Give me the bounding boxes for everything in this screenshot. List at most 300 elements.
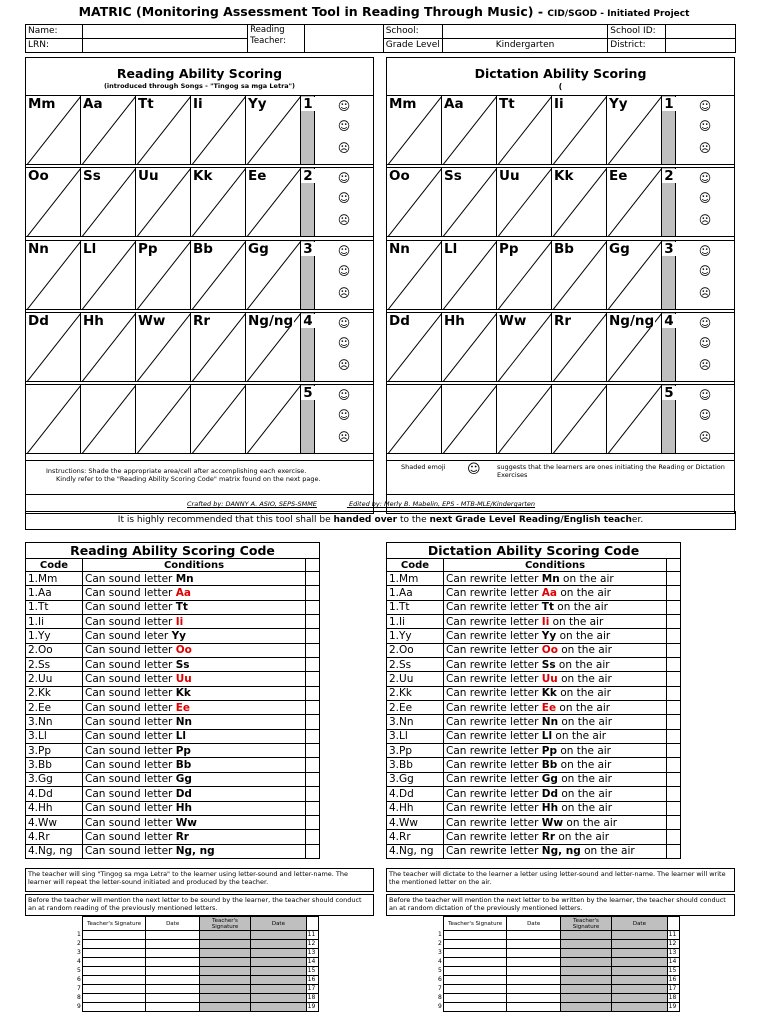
- condition-cell: [83, 758, 306, 772]
- date-field-shaded[interactable]: [612, 976, 667, 985]
- condition-checkbox[interactable]: [667, 729, 681, 743]
- signature-field-shaded[interactable]: [560, 985, 611, 994]
- cell-letter: Oo: [28, 168, 49, 184]
- condition-cell: [444, 643, 667, 657]
- dictation-cell[interactable]: [607, 96, 662, 164]
- signature-field-shaded[interactable]: [199, 949, 250, 958]
- signature-row: [72, 940, 319, 949]
- signature-field-shaded[interactable]: [199, 994, 250, 1003]
- condition-checkbox[interactable]: [667, 672, 681, 686]
- reading-cell[interactable]: [246, 168, 301, 236]
- condition-cell: [83, 701, 306, 715]
- signature-field[interactable]: [82, 976, 146, 985]
- signature-field[interactable]: [443, 931, 507, 940]
- condition-checkbox[interactable]: [667, 572, 681, 586]
- reading-shaded-column: [301, 241, 315, 309]
- condition-checkbox[interactable]: [306, 629, 320, 643]
- dictation-cell[interactable]: [442, 168, 497, 236]
- condition-checkbox[interactable]: [306, 586, 320, 600]
- condition-suffix: on the air: [558, 716, 613, 729]
- cell-letter: Pp: [499, 241, 519, 257]
- smiley-wink-icon[interactable]: ☺: [337, 316, 351, 330]
- date-field[interactable]: [507, 958, 560, 967]
- dictation-cell[interactable]: [607, 313, 662, 381]
- condition-cell: [444, 801, 667, 815]
- dictation-signature-table: [433, 916, 680, 1012]
- date-field-shaded[interactable]: [251, 940, 306, 949]
- district-field[interactable]: [666, 39, 736, 53]
- cell-letter: Rr: [554, 313, 572, 329]
- dictation-cell[interactable]: [442, 241, 497, 309]
- signature-field[interactable]: [82, 994, 146, 1003]
- signature-field[interactable]: [443, 985, 507, 994]
- smiley-icon[interactable]: ☺: [698, 336, 712, 350]
- date-field[interactable]: [146, 976, 199, 985]
- reading-cell[interactable]: [246, 241, 301, 309]
- signature-field[interactable]: [82, 985, 146, 994]
- condition-cell: [444, 658, 667, 672]
- code-cell: 2.Ee: [387, 701, 444, 715]
- date-field-shaded[interactable]: [251, 1003, 306, 1012]
- signature-row-number: 16: [667, 976, 679, 985]
- date-field-shaded[interactable]: [612, 994, 667, 1003]
- reading-cell[interactable]: [136, 168, 191, 236]
- condition-checkbox[interactable]: [667, 629, 681, 643]
- signature-field[interactable]: [82, 967, 146, 976]
- condition-letter: Ww: [541, 816, 564, 829]
- condition-checkbox[interactable]: [667, 643, 681, 657]
- condition-checkbox[interactable]: [306, 600, 320, 614]
- reading-cell[interactable]: [246, 385, 301, 453]
- code-cell: 4.Dd: [26, 787, 83, 801]
- row-number: 3: [301, 242, 315, 256]
- signature-field[interactable]: [443, 976, 507, 985]
- date-field[interactable]: [146, 958, 199, 967]
- signature-row-number: 17: [667, 985, 679, 994]
- reading-cell[interactable]: [26, 241, 81, 309]
- reading-cell[interactable]: [136, 385, 191, 453]
- condition-text: Can sound letter: [85, 816, 176, 829]
- table-row: [26, 672, 320, 686]
- smiley-wink-icon[interactable]: ☺: [698, 316, 712, 330]
- cell-letter: Bb: [193, 241, 213, 257]
- condition-checkbox[interactable]: [306, 830, 320, 844]
- smiley-icon[interactable]: ☺: [337, 119, 351, 133]
- condition-checkbox[interactable]: [306, 729, 320, 743]
- condition-letter: Ii: [175, 615, 184, 628]
- reading-cell[interactable]: [191, 385, 246, 453]
- condition-text: Can rewrite letter: [446, 802, 542, 815]
- condition-checkbox[interactable]: [306, 615, 320, 629]
- signature-field-shaded[interactable]: [560, 940, 611, 949]
- signature-row: [433, 1003, 680, 1012]
- date-field[interactable]: [146, 949, 199, 958]
- date-field[interactable]: [507, 1003, 560, 1012]
- condition-checkbox[interactable]: [306, 658, 320, 672]
- reading-cell[interactable]: [136, 313, 191, 381]
- condition-letter: Ww: [175, 816, 197, 829]
- smiley-wink-icon[interactable]: ☺: [337, 244, 351, 258]
- condition-checkbox[interactable]: [667, 844, 681, 858]
- dictation-cell[interactable]: [387, 96, 442, 164]
- reading-cell[interactable]: [81, 385, 136, 453]
- signature-field-shaded[interactable]: [199, 958, 250, 967]
- cell-letter: Ww: [138, 313, 166, 329]
- condition-letter: Pp: [541, 744, 557, 757]
- code-cell: 4.Rr: [387, 830, 444, 844]
- cell-letter: Ng/ng: [248, 313, 294, 329]
- dictation-cell[interactable]: [442, 96, 497, 164]
- signature-field-shaded[interactable]: [560, 967, 611, 976]
- condition-letter: Ss: [175, 658, 190, 671]
- condition-letter: Ng, ng: [541, 845, 581, 858]
- reading-shaded-column: [301, 313, 315, 381]
- smiley-wink-icon[interactable]: ☺: [698, 388, 712, 402]
- condition-letter: Ll: [541, 730, 553, 743]
- signature-field[interactable]: [82, 949, 146, 958]
- condition-checkbox[interactable]: [306, 672, 320, 686]
- smiley-icon[interactable]: ☺: [337, 336, 351, 350]
- smiley-wink-icon[interactable]: ☺: [698, 99, 712, 113]
- reading-cell[interactable]: [246, 96, 301, 164]
- date-field[interactable]: [146, 940, 199, 949]
- signature-field[interactable]: [82, 940, 146, 949]
- reading-cell[interactable]: [81, 96, 136, 164]
- condition-checkbox[interactable]: [667, 658, 681, 672]
- reading-cell[interactable]: [26, 168, 81, 236]
- smiley-icon[interactable]: ☺: [698, 191, 712, 205]
- reading-cell[interactable]: [26, 313, 81, 381]
- reading-cell[interactable]: [191, 241, 246, 309]
- code-cell: 2.Ss: [387, 658, 444, 672]
- dictation-cell[interactable]: [552, 168, 607, 236]
- condition-checkbox[interactable]: [667, 701, 681, 715]
- condition-checkbox[interactable]: [667, 801, 681, 815]
- date-field-shaded[interactable]: [612, 958, 667, 967]
- date-field-shaded[interactable]: [251, 949, 306, 958]
- condition-checkbox[interactable]: [306, 787, 320, 801]
- signature-row-number: 11: [667, 931, 679, 940]
- cell-letter: Gg: [248, 241, 269, 257]
- condition-checkbox[interactable]: [667, 586, 681, 600]
- reading-cell[interactable]: [81, 241, 136, 309]
- table-row: [26, 658, 320, 672]
- signature-row-number: 4: [437, 958, 442, 965]
- date-field[interactable]: [507, 931, 560, 940]
- smiley-icon[interactable]: ☺: [698, 408, 712, 422]
- smiley-icon[interactable]: ☺: [337, 264, 351, 278]
- code-cell: 2.Kk: [387, 686, 444, 700]
- signature-field-shaded[interactable]: [560, 949, 611, 958]
- date-field-shaded[interactable]: [251, 994, 306, 1003]
- dictation-cell[interactable]: [497, 385, 552, 453]
- date-field[interactable]: [507, 994, 560, 1003]
- dictation-cell[interactable]: [497, 168, 552, 236]
- signature-field[interactable]: [82, 958, 146, 967]
- signature-field-shaded[interactable]: [560, 976, 611, 985]
- reading-panel-subtitle: (introduced through Songs - "Tingog sa mga Letra"): [103, 82, 296, 90]
- sad-face-icon[interactable]: ☹: [337, 286, 351, 300]
- dictation-cell[interactable]: [387, 385, 442, 453]
- table-row: [387, 787, 681, 801]
- date-field-shaded[interactable]: [612, 1003, 667, 1012]
- date-field[interactable]: [146, 1003, 199, 1012]
- reading-cell[interactable]: [81, 168, 136, 236]
- condition-letter: Aa: [541, 587, 557, 600]
- dictation-cell[interactable]: [607, 168, 662, 236]
- cell-letter: Uu: [499, 168, 520, 184]
- date-field[interactable]: [507, 976, 560, 985]
- date-field-shaded[interactable]: [251, 985, 306, 994]
- sad-face-icon[interactable]: ☹: [337, 358, 351, 372]
- signature-field-shaded[interactable]: [560, 1003, 611, 1012]
- condition-checkbox[interactable]: [667, 758, 681, 772]
- table-row: [387, 672, 681, 686]
- condition-text: Can rewrite letter: [446, 744, 542, 757]
- reading-cell[interactable]: [26, 385, 81, 453]
- signature-field-shaded[interactable]: [199, 985, 250, 994]
- condition-text: Can rewrite letter: [446, 644, 542, 657]
- reading-cell[interactable]: [136, 96, 191, 164]
- reading-cell[interactable]: [246, 313, 301, 381]
- condition-checkbox[interactable]: [306, 715, 320, 729]
- dictation-cell[interactable]: [442, 385, 497, 453]
- condition-cell: [444, 586, 667, 600]
- sad-face-icon[interactable]: ☹: [698, 141, 712, 155]
- date-field-shaded[interactable]: [251, 967, 306, 976]
- cell-letter: Gg: [609, 241, 630, 257]
- cell-diagonal-line: [442, 385, 497, 453]
- grade-level-field[interactable]: Kindergarten: [442, 39, 608, 53]
- signature-field-shaded[interactable]: [199, 1003, 250, 1012]
- reading-teacher-field[interactable]: [305, 25, 384, 53]
- signature-field[interactable]: [443, 1003, 507, 1012]
- condition-checkbox[interactable]: [306, 772, 320, 786]
- table-row: [387, 744, 681, 758]
- signature-field-shaded[interactable]: [560, 994, 611, 1003]
- condition-checkbox[interactable]: [667, 830, 681, 844]
- condition-checkbox[interactable]: [306, 844, 320, 858]
- condition-text: Can sound letter: [85, 759, 176, 772]
- dictation-cell[interactable]: [552, 96, 607, 164]
- table-row: [26, 701, 320, 715]
- dictation-cell[interactable]: [497, 313, 552, 381]
- date-field[interactable]: [507, 940, 560, 949]
- date-field-shaded[interactable]: [612, 931, 667, 940]
- dictation-shaded-column: [662, 385, 676, 453]
- signature-field[interactable]: [443, 994, 507, 1003]
- smiley-wink-icon[interactable]: ☺: [337, 388, 351, 402]
- date-field-shaded[interactable]: [251, 976, 306, 985]
- cell-letter: Oo: [389, 168, 410, 184]
- smiley-icon[interactable]: ☺: [337, 191, 351, 205]
- condition-checkbox[interactable]: [667, 772, 681, 786]
- reading-cell[interactable]: [191, 168, 246, 236]
- condition-checkbox[interactable]: [306, 801, 320, 815]
- signature-field-shaded[interactable]: [199, 967, 250, 976]
- dictation-cell[interactable]: [607, 385, 662, 453]
- date-field-shaded[interactable]: [612, 940, 667, 949]
- smiley-wink-icon[interactable]: ☺: [337, 99, 351, 113]
- signature-field[interactable]: [443, 949, 507, 958]
- signature-row-number: 1: [437, 931, 442, 938]
- dictation-cell[interactable]: [497, 96, 552, 164]
- signature-field-shaded[interactable]: [560, 958, 611, 967]
- code-cell: 3.Bb: [26, 758, 83, 772]
- dictation-cell[interactable]: [552, 313, 607, 381]
- signature-field-shaded[interactable]: [199, 931, 250, 940]
- lrn-field[interactable]: [82, 39, 247, 53]
- date-field[interactable]: [146, 994, 199, 1003]
- reading-cell[interactable]: [191, 96, 246, 164]
- date-field-shaded[interactable]: [251, 958, 306, 967]
- condition-suffix: on the air: [557, 673, 612, 686]
- signature-field[interactable]: [443, 967, 507, 976]
- signature-row-number: 1: [76, 931, 81, 938]
- condition-cell: [83, 686, 306, 700]
- dictation-date-header: Date: [507, 917, 560, 931]
- condition-letter: Ll: [175, 730, 186, 743]
- sad-face-icon[interactable]: ☹: [698, 358, 712, 372]
- cell-letter: Ll: [444, 241, 458, 257]
- condition-checkbox[interactable]: [667, 815, 681, 829]
- signature-field-shaded[interactable]: [199, 976, 250, 985]
- condition-text: Can sound letter: [85, 787, 176, 800]
- table-row: [26, 586, 320, 600]
- signature-field[interactable]: [443, 940, 507, 949]
- smiley-wink-icon[interactable]: ☺: [698, 171, 712, 185]
- condition-suffix: on the air: [555, 830, 610, 843]
- dictation-cell[interactable]: [607, 241, 662, 309]
- dictation-cell[interactable]: [497, 241, 552, 309]
- condition-letter: Aa: [175, 587, 191, 600]
- condition-checkbox[interactable]: [306, 815, 320, 829]
- signature-row: [433, 994, 680, 1003]
- code-cell: 3.Nn: [387, 715, 444, 729]
- condition-checkbox[interactable]: [667, 686, 681, 700]
- sad-face-icon[interactable]: ☹: [698, 286, 712, 300]
- signature-row: [72, 1003, 319, 1012]
- condition-checkbox[interactable]: [306, 643, 320, 657]
- condition-letter: Nn: [541, 716, 559, 729]
- dictation_code-title-row: [387, 543, 681, 559]
- date-field-shaded[interactable]: [251, 931, 306, 940]
- school-id-field[interactable]: [666, 25, 736, 39]
- sad-face-icon[interactable]: ☹: [337, 213, 351, 227]
- reading-code-table: [25, 542, 320, 859]
- district-label: District:: [608, 39, 666, 53]
- school-field[interactable]: [442, 25, 608, 39]
- signature-field-shaded[interactable]: [199, 940, 250, 949]
- date-field-shaded[interactable]: [612, 949, 667, 958]
- code-cell: 1.Ii: [387, 615, 444, 629]
- condition-suffix: on the air: [556, 701, 611, 714]
- condition-suffix: on the air: [553, 601, 608, 614]
- condition-checkbox[interactable]: [306, 686, 320, 700]
- dictation-cell[interactable]: [552, 385, 607, 453]
- page-title: [0, 4, 768, 19]
- reading-cell[interactable]: [26, 96, 81, 164]
- condition-text: Can sound letter: [85, 730, 176, 743]
- smiley-wink-icon[interactable]: ☺: [698, 244, 712, 258]
- condition-checkbox[interactable]: [306, 744, 320, 758]
- name-field[interactable]: [82, 25, 247, 39]
- condition-text: Can sound letter: [85, 615, 176, 628]
- condition-letter: Ii: [541, 615, 550, 628]
- signature-field-shaded[interactable]: [560, 931, 611, 940]
- condition-checkbox[interactable]: [667, 615, 681, 629]
- cell-diagonal-line: [387, 385, 442, 453]
- condition-letter: Ee: [175, 701, 190, 714]
- signature-row-number: 14: [667, 958, 679, 967]
- date-field[interactable]: [507, 949, 560, 958]
- condition-checkbox[interactable]: [306, 572, 320, 586]
- dictation-cell[interactable]: [552, 241, 607, 309]
- dictation-cell[interactable]: [387, 168, 442, 236]
- condition-text: Can rewrite letter: [446, 658, 542, 671]
- signature-field[interactable]: [443, 958, 507, 967]
- recommendation-text-3: er.: [631, 515, 644, 525]
- dictation-cell[interactable]: [387, 313, 442, 381]
- table-row: [26, 600, 320, 614]
- signature-field[interactable]: [82, 931, 146, 940]
- table-row: [387, 658, 681, 672]
- signature-field[interactable]: [82, 1003, 146, 1012]
- condition-text: Can rewrite letter: [446, 816, 542, 829]
- signature-row: [72, 985, 319, 994]
- reading-cell[interactable]: [191, 313, 246, 381]
- condition-text: Can rewrite letter: [446, 615, 542, 628]
- date-field[interactable]: [507, 985, 560, 994]
- condition-checkbox[interactable]: [667, 600, 681, 614]
- reading-cell[interactable]: [136, 241, 191, 309]
- condition-checkbox[interactable]: [306, 701, 320, 715]
- date-field[interactable]: [146, 967, 199, 976]
- dictation-panel-subtitle: (: [558, 82, 563, 91]
- sad-face-icon[interactable]: ☹: [698, 213, 712, 227]
- dictation-note-1: The teacher will dictate to the learner a letter using letter-sound and letter-name. The learner will write the mentioned letter on the air.: [386, 868, 735, 892]
- smiley-icon[interactable]: ☺: [698, 264, 712, 278]
- table-row: [26, 801, 320, 815]
- dictation-cell[interactable]: [442, 313, 497, 381]
- sad-face-icon[interactable]: ☹: [337, 430, 351, 444]
- date-field-shaded[interactable]: [612, 985, 667, 994]
- smiley-icon[interactable]: ☺: [698, 119, 712, 133]
- smiley-icon[interactable]: ☺: [337, 408, 351, 422]
- condition-checkbox[interactable]: [306, 758, 320, 772]
- condition-cell: [444, 701, 667, 715]
- date-field-shaded[interactable]: [612, 967, 667, 976]
- condition-checkbox[interactable]: [667, 744, 681, 758]
- row-number: 5: [301, 386, 315, 400]
- condition-letter: Rr: [175, 830, 189, 843]
- date-field[interactable]: [146, 931, 199, 940]
- condition-cell: [83, 658, 306, 672]
- recommendation-bold-2: next Grade Level Reading/English teach: [429, 515, 632, 525]
- row-number: 1: [301, 97, 315, 111]
- dictation-cell[interactable]: [387, 241, 442, 309]
- reading-cell[interactable]: [81, 313, 136, 381]
- signature-row-number: 15: [306, 967, 318, 976]
- date-field[interactable]: [507, 967, 560, 976]
- sad-face-icon[interactable]: ☹: [337, 141, 351, 155]
- signature-row: [72, 994, 319, 1003]
- sad-face-icon[interactable]: ☹: [698, 430, 712, 444]
- date-field[interactable]: [146, 985, 199, 994]
- smiley-wink-icon[interactable]: ☺: [337, 171, 351, 185]
- condition-checkbox[interactable]: [667, 715, 681, 729]
- condition-checkbox[interactable]: [667, 787, 681, 801]
